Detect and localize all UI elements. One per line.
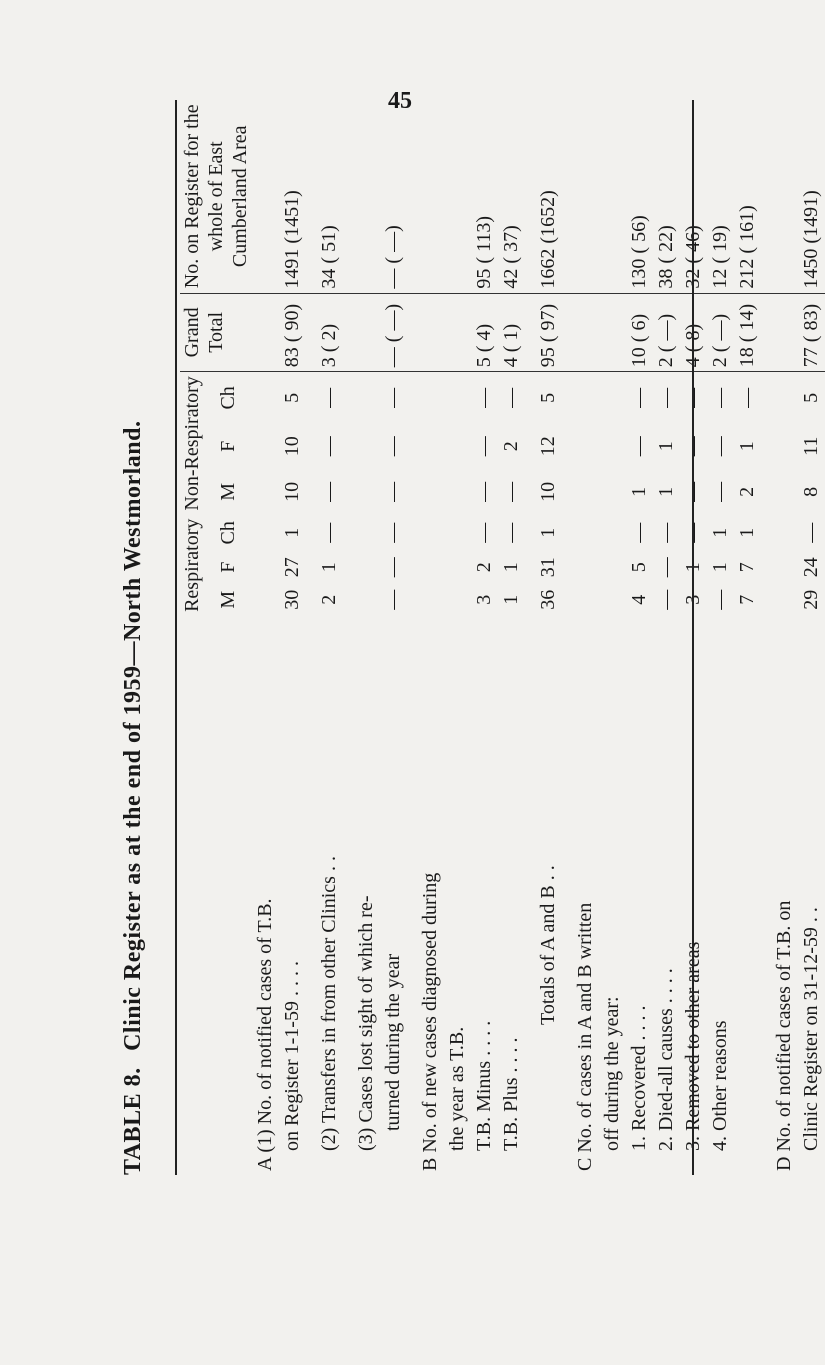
header-non-respiratory: Non-Respiratory <box>181 376 203 511</box>
cell: 83 ( 90) <box>279 293 306 372</box>
cell <box>252 583 279 615</box>
cell <box>572 469 599 515</box>
cell <box>417 551 444 583</box>
cell <box>572 583 599 615</box>
cell: — <box>682 481 704 502</box>
cell: 12 <box>537 436 559 457</box>
cell <box>771 551 798 583</box>
header-nonresp-f: F <box>217 440 239 452</box>
cell <box>599 372 626 424</box>
cell <box>252 424 279 470</box>
table-row <box>279 100 306 1175</box>
table-row <box>771 100 798 1175</box>
cell: 1 <box>709 562 731 573</box>
cell <box>353 100 380 293</box>
cell <box>353 424 380 470</box>
cell <box>353 293 380 372</box>
table-title <box>120 100 147 1175</box>
cell: 31 <box>537 557 559 578</box>
cell: 5 <box>628 562 650 573</box>
cell: 32 ( 46) <box>680 100 707 293</box>
cell <box>353 583 380 615</box>
rotated-table-container <box>80 80 822 1280</box>
cell: 1 <box>281 527 303 538</box>
row-label: 1. Recovered . . . . <box>628 1005 650 1151</box>
cell: — <box>382 557 404 578</box>
cell: 2 ( —) <box>707 293 734 372</box>
cell <box>599 424 626 470</box>
cell <box>353 372 380 424</box>
cell: — <box>473 522 495 543</box>
cell <box>599 293 626 372</box>
cell: 10 <box>281 481 303 502</box>
cell: — ( —) <box>380 293 407 372</box>
cell <box>771 469 798 515</box>
cell <box>572 515 599 551</box>
cell: 1450 (1491) <box>798 100 825 293</box>
clinic-register-table <box>180 100 825 1175</box>
header-nonresp-ch: Ch <box>217 386 239 410</box>
cell <box>417 372 444 424</box>
cell <box>771 515 798 551</box>
cell: 5 <box>281 392 303 403</box>
cell: 30 <box>281 589 303 610</box>
cell: 3 <box>682 594 704 605</box>
cell <box>252 100 279 293</box>
table-row <box>417 100 444 1175</box>
cell: — ( —) <box>380 100 407 293</box>
row-label: T.B. Plus . . . . <box>500 1037 522 1151</box>
table-row-final <box>798 100 825 1175</box>
cell <box>771 100 798 293</box>
cell <box>417 583 444 615</box>
cell <box>572 551 599 583</box>
row-label: D No. of notified cases of T.B. on <box>773 900 795 1171</box>
cell: — <box>800 522 822 543</box>
cell: — <box>473 481 495 502</box>
cell <box>353 515 380 551</box>
cell <box>771 583 798 615</box>
bottom-rule <box>692 100 694 1175</box>
cell: 38 ( 22) <box>653 100 680 293</box>
cell <box>572 424 599 470</box>
cell: — <box>709 436 731 457</box>
cell: 1 <box>682 562 704 573</box>
cell: 4 <box>628 594 650 605</box>
row-label: Clinic Register on 31-12-59 . . <box>800 907 822 1151</box>
row-label: off during the year: <box>601 996 623 1151</box>
cell <box>444 469 471 515</box>
cell: — <box>382 589 404 610</box>
cell <box>444 515 471 551</box>
cell <box>599 551 626 583</box>
cell: — <box>682 522 704 543</box>
cell: — <box>655 589 677 610</box>
cell: 24 <box>800 557 822 578</box>
row-label: the year as T.B. <box>446 1026 468 1151</box>
cell: 3 <box>473 594 495 605</box>
cell: 10 <box>537 481 559 502</box>
cell: 8 <box>800 486 822 497</box>
cell: — <box>709 481 731 502</box>
cell <box>353 469 380 515</box>
cell: — <box>736 387 758 408</box>
cell: — <box>682 387 704 408</box>
cell: 4 ( 1) <box>498 293 525 372</box>
cell: — <box>655 557 677 578</box>
table-row <box>707 100 734 1175</box>
table-number: TABLE 8. <box>120 1067 146 1175</box>
row-label: on Register 1-1-59 . . . . <box>281 961 303 1151</box>
cell: 2 <box>318 594 340 605</box>
table-caption: Clinic Register as at the end of 1959—North Westmorland. <box>120 420 146 1051</box>
cell: 7 <box>736 562 758 573</box>
cell <box>771 424 798 470</box>
cell: 4 ( 8) <box>680 293 707 372</box>
table-row <box>572 100 599 1175</box>
cell <box>417 293 444 372</box>
cell: — <box>655 522 677 543</box>
cell: 27 <box>281 557 303 578</box>
cell: 10 ( 6) <box>626 293 653 372</box>
cell <box>572 293 599 372</box>
cell: 1 <box>318 562 340 573</box>
row-label: B No. of new cases diagnosed during <box>419 872 441 1171</box>
cell: — <box>473 436 495 457</box>
cell: — <box>318 387 340 408</box>
row-label: A (1) No. of notified cases of T.B. <box>254 898 276 1171</box>
cell <box>353 551 380 583</box>
cell: 12 ( 19) <box>707 100 734 293</box>
row-label: Totals of A and B . . <box>537 865 559 1025</box>
cell <box>771 372 798 424</box>
cell: 95 ( 97) <box>535 293 562 372</box>
cell: 77 ( 83) <box>798 293 825 372</box>
cell: 1662 (1652) <box>535 100 562 293</box>
cell: — <box>382 522 404 543</box>
cell: 1 <box>500 594 522 605</box>
cell: 42 ( 37) <box>498 100 525 293</box>
cell <box>599 515 626 551</box>
cell: 5 <box>537 392 559 403</box>
table-row <box>626 100 653 1175</box>
row-label <box>734 616 761 1175</box>
cell: 5 ( 4) <box>471 293 498 372</box>
cell: — <box>318 481 340 502</box>
cell: — <box>473 387 495 408</box>
row-label: C No. of cases in A and B written <box>574 902 596 1171</box>
cell: — <box>628 436 650 457</box>
table-row <box>380 100 407 1175</box>
header-resp-m: M <box>217 590 239 609</box>
cell <box>252 372 279 424</box>
cell: — <box>709 387 731 408</box>
cell: 5 <box>800 392 822 403</box>
cell <box>444 551 471 583</box>
cell <box>572 372 599 424</box>
table-row <box>353 100 380 1175</box>
table-row <box>498 100 525 1175</box>
cell <box>252 469 279 515</box>
row-label: (2) Transfers in from other Clinics . . <box>318 856 340 1151</box>
cell <box>771 293 798 372</box>
cell <box>599 583 626 615</box>
cell <box>444 372 471 424</box>
cell: — <box>500 387 522 408</box>
table-row <box>252 100 279 1175</box>
row-label: 2. Died-all causes . . . . <box>655 968 677 1151</box>
cell <box>444 583 471 615</box>
cell <box>444 100 471 293</box>
cell <box>252 551 279 583</box>
row-label: turned during the year <box>382 953 404 1131</box>
cell: — <box>628 387 650 408</box>
cell: 1 <box>537 527 559 538</box>
cell: 95 ( 113) <box>471 100 498 293</box>
cell <box>417 100 444 293</box>
cell <box>417 469 444 515</box>
header-blank <box>180 616 252 1175</box>
row-label: 4. Other reasons <box>709 1020 731 1151</box>
header-nonresp-m: M <box>217 482 239 501</box>
header-resp-ch: Ch <box>217 521 239 545</box>
cell: — <box>682 436 704 457</box>
cell: 1 <box>736 527 758 538</box>
cell: 130 ( 56) <box>626 100 653 293</box>
header-register: No. on Register for the whole of East Cumberland Area <box>180 100 252 293</box>
header-resp-f: F <box>217 561 239 573</box>
cell: 1 <box>655 441 677 452</box>
cell: 10 <box>281 436 303 457</box>
cell: 1 <box>500 562 522 573</box>
cell <box>444 424 471 470</box>
cell: 11 <box>800 436 822 456</box>
cell: 3 ( 2) <box>316 293 343 372</box>
cell <box>252 515 279 551</box>
cell: 36 <box>537 589 559 610</box>
table-row <box>471 100 498 1175</box>
cell: 7 <box>736 594 758 605</box>
cell: — <box>709 589 731 610</box>
cell <box>417 515 444 551</box>
cell: 1 <box>628 486 650 497</box>
table-row <box>653 100 680 1175</box>
cell <box>572 100 599 293</box>
row-label: T.B. Minus . . . . <box>473 1020 495 1151</box>
cell: — <box>318 436 340 457</box>
cell <box>417 424 444 470</box>
table-row-total <box>535 100 562 1175</box>
table-row <box>316 100 343 1175</box>
cell: 1 <box>736 441 758 452</box>
cell: 212 ( 161) <box>734 100 761 293</box>
header-grand-total: Grand Total <box>180 293 252 372</box>
cell: — <box>655 387 677 408</box>
cell: 34 ( 51) <box>316 100 343 293</box>
cell: 1 <box>655 486 677 497</box>
cell: 2 ( —) <box>653 293 680 372</box>
table-row <box>599 100 626 1175</box>
cell: 29 <box>800 589 822 610</box>
cell: — <box>628 522 650 543</box>
table-row-subtotal <box>734 100 761 1175</box>
top-rule <box>175 100 177 1175</box>
cell: — <box>382 387 404 408</box>
cell <box>252 293 279 372</box>
page-number: 45 <box>388 88 412 114</box>
cell: 1491 (1451) <box>279 100 306 293</box>
cell: 2 <box>500 441 522 452</box>
cell <box>599 469 626 515</box>
header-respiratory: Respiratory <box>181 518 203 612</box>
cell: — <box>318 522 340 543</box>
cell <box>444 293 471 372</box>
cell: — <box>382 481 404 502</box>
cell: — <box>500 522 522 543</box>
cell <box>599 100 626 293</box>
cell: 2 <box>473 562 495 573</box>
table-row <box>444 100 471 1175</box>
row-label: (3) Cases lost sight of which re- <box>355 895 377 1151</box>
cell: — <box>500 481 522 502</box>
row-label: 3. Removed to other areas <box>682 941 704 1151</box>
cell: 2 <box>736 486 758 497</box>
cell: 18 ( 14) <box>734 293 761 372</box>
cell: 1 <box>709 527 731 538</box>
cell: — <box>382 436 404 457</box>
